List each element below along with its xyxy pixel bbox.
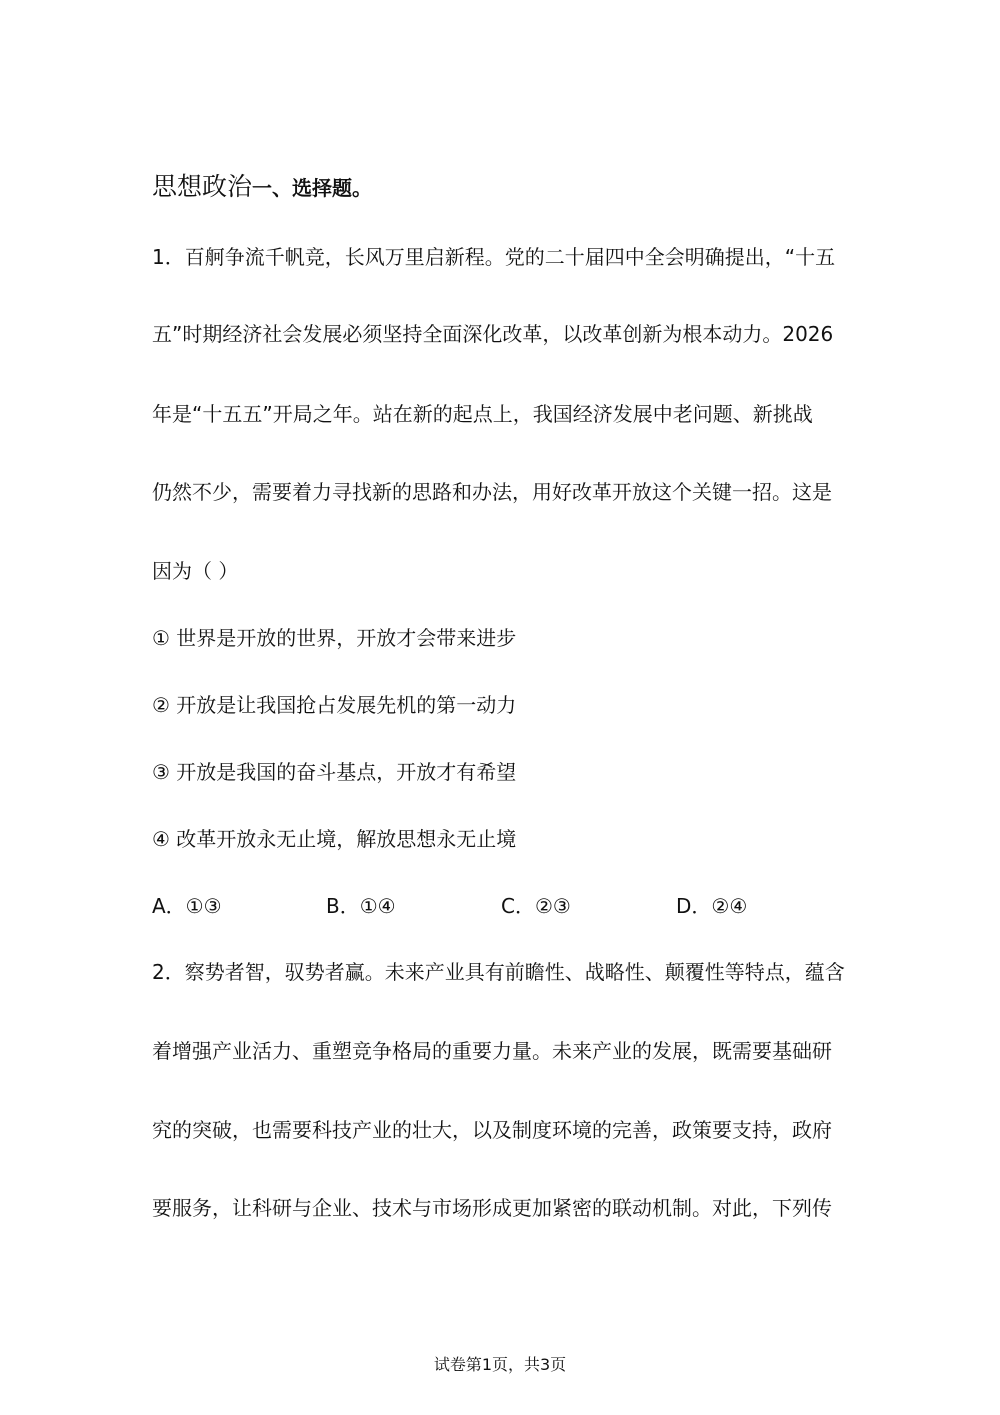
q1-line-4: 仍然不少，需要着力寻找新的思路和办法，用好改革开放这个关键一招。这是	[152, 480, 832, 504]
q1-statement-4: ④ 改革开放永无止境，解放思想永无止境	[152, 827, 517, 851]
q2-line-4: 要服务，让科研与企业、技术与市场形成更加紧密的联动机制。对此，下列传	[152, 1196, 832, 1220]
section-title	[152, 170, 372, 207]
q1-option-a: A．①③	[152, 894, 222, 918]
subject-title: 思想政治	[152, 172, 253, 201]
q1-statement-2: ② 开放是让我国抢占发展先机的第一动力	[152, 693, 517, 717]
q1-option-b: B．①④	[326, 894, 396, 918]
q1-line-1: 1．百舸争流千帆竞，长风万里启新程。党的二十届四中全会明确提出，“十五	[152, 245, 836, 269]
q1-option-d: D．②④	[676, 894, 748, 918]
q2-line-3: 究的突破，也需要科技产业的壮大，以及制度环境的完善，政策要支持，政府	[152, 1118, 832, 1142]
page-footer: 试卷第1页，共3页	[433, 1355, 567, 1374]
q1-option-c: C．②③	[501, 894, 571, 918]
q1-line-5: 因为（ ）	[152, 559, 239, 583]
section-heading: 一、选择题。	[252, 176, 373, 200]
q1-line-2: 五”时期经济社会发展必须坚持全面深化改革，以改革创新为根本动力。2026	[152, 322, 834, 346]
q1-statement-3: ③ 开放是我国的奋斗基点，开放才有希望	[152, 760, 517, 784]
q2-line-1: 2．察势者智，驭势者赢。未来产业具有前瞻性、战略性、颠覆性等特点，蕴含	[152, 960, 845, 984]
q1-statement-1: ① 世界是开放的世界，开放才会带来进步	[152, 626, 517, 650]
q1-line-3: 年是“十五五”开局之年。站在新的起点上，我国经济发展中老问题、新挑战	[152, 402, 813, 426]
q2-line-2: 着增强产业活力、重塑竞争格局的重要力量。未来产业的发展，既需要基础研	[152, 1039, 832, 1063]
